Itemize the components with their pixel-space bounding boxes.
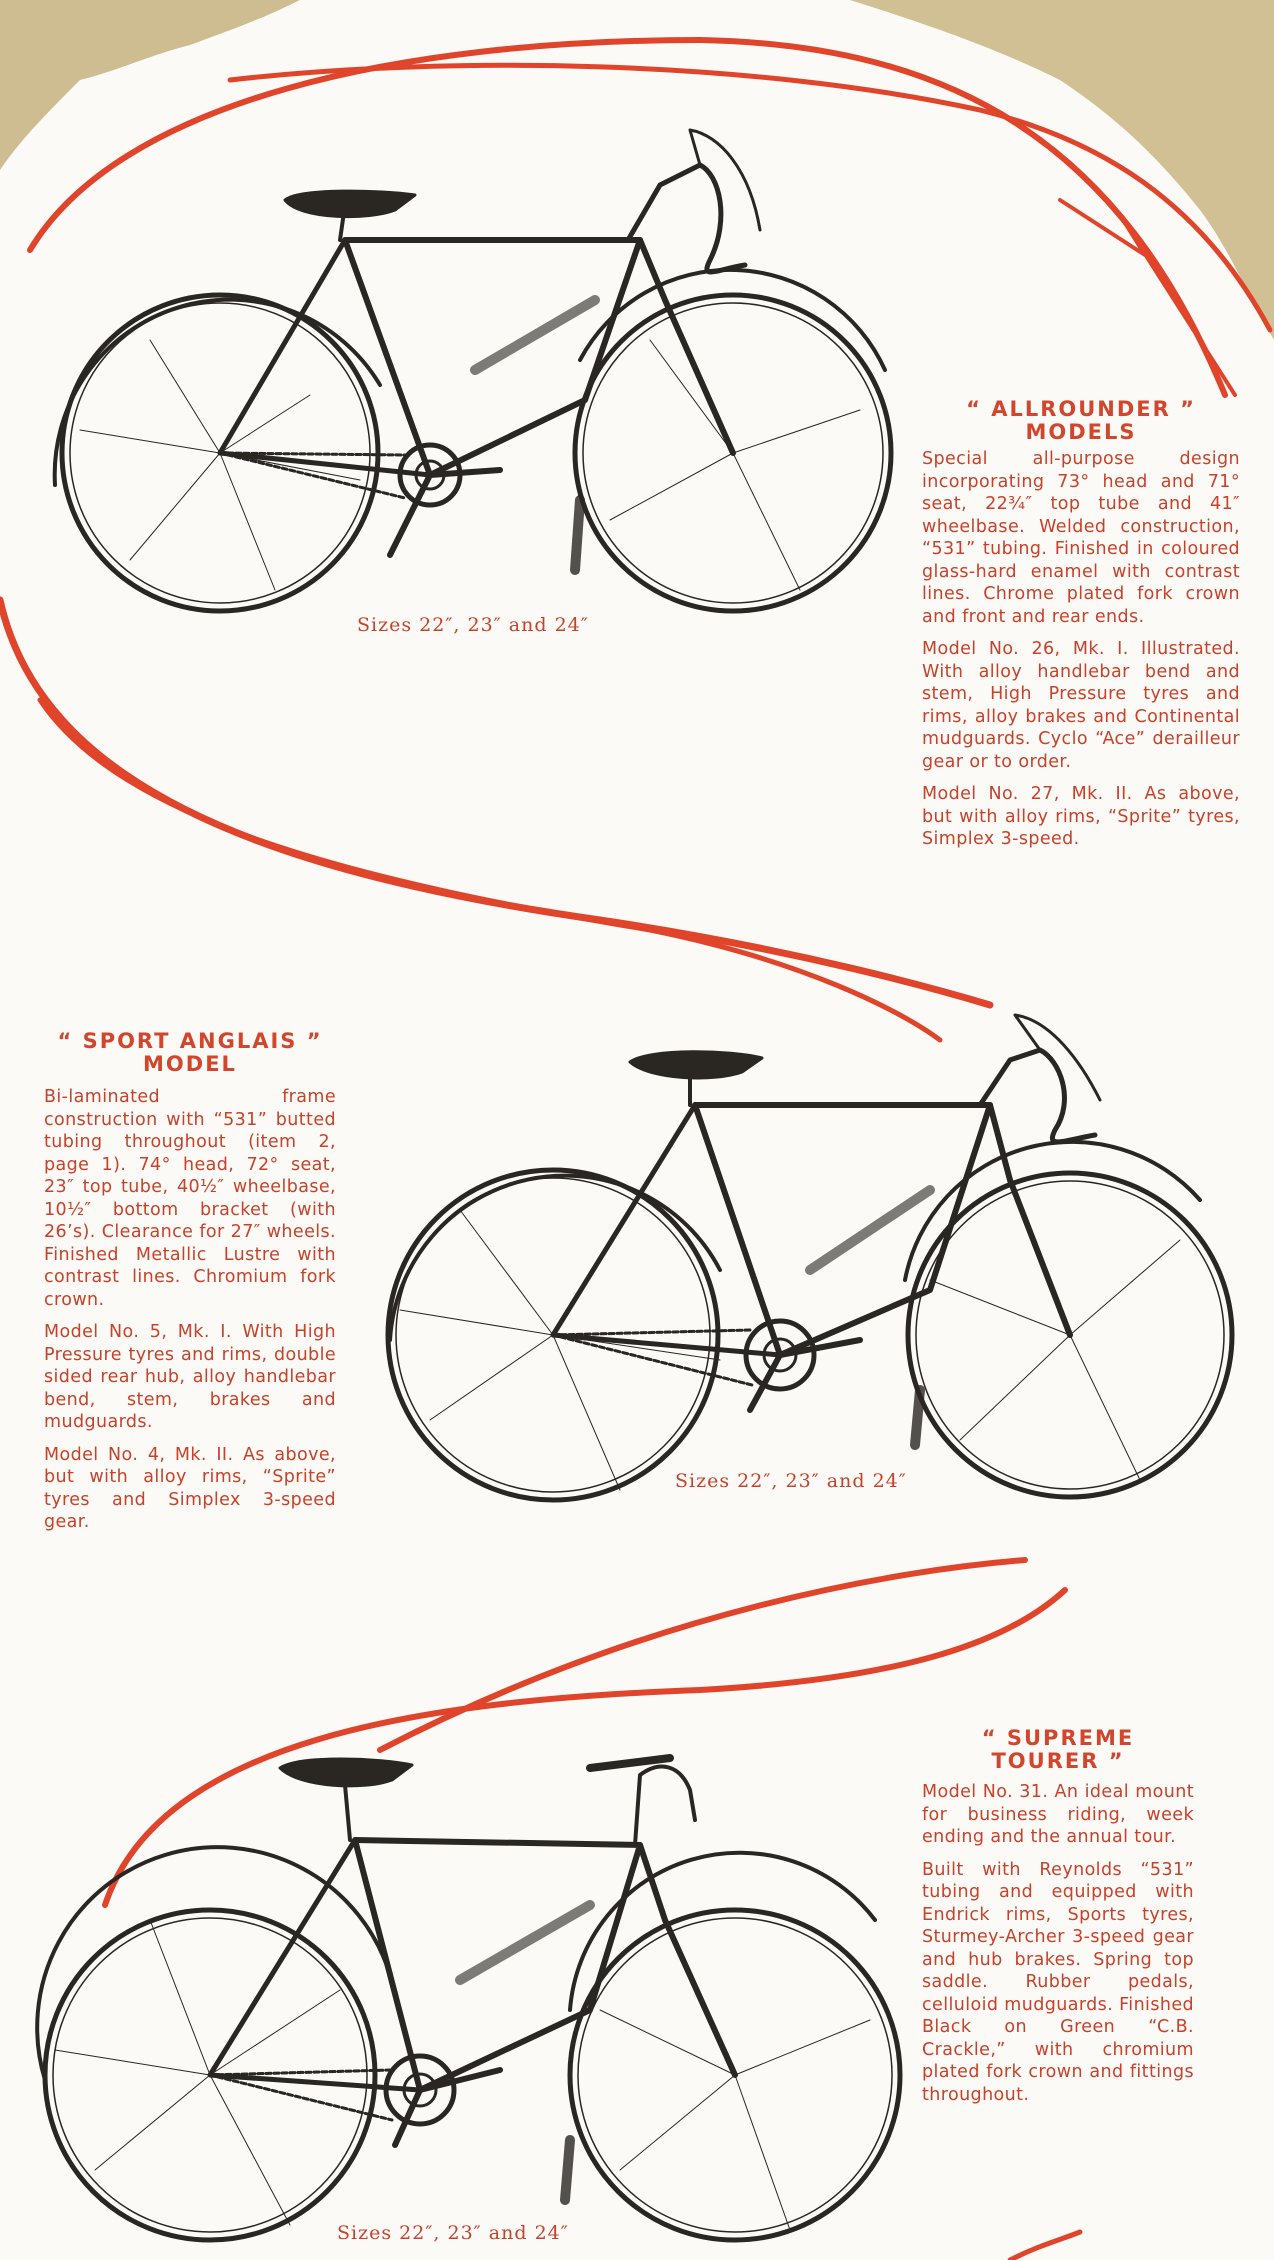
swoosh-middle-outer — [0, 600, 990, 1005]
bicycle-illustration-supreme-tourer — [37, 1758, 900, 2240]
swoosh-bottom-corner — [1010, 2232, 1080, 2260]
allrounder-section — [922, 398, 1240, 861]
supreme-tourer-specification: Built with Reynolds “531” tubing and equipped with Endrick rims, Sports tyres, Sturmey-Archer 3-speed gear and hub brakes. Spring top saddle. Rubber pedals, celluloid mudguards. Finished Black on Green “C.B. Crackle,” with chromium plated fork crown and fittings throughout. — [922, 1859, 1195, 2105]
sport-anglais-section — [44, 1030, 336, 1544]
allrounder-sizes: Sizes 22″, 23″ and 24″ — [357, 614, 589, 636]
bicycle-illustration-sport-anglais — [388, 1015, 1232, 1500]
sport-anglais-description: Bi-laminated frame construction with “531” butted tubing throughout (item 2, page 1). 74° head, 72° seat, 23″ top tube, 40½″ wheelbase, 10½″ bottom bracket (with 26’s). Clearance for 27″ wheels. Finished Metallic Lustre with contrast lines. Chromium fork crown. — [44, 1087, 336, 1310]
supreme-tourer-section — [922, 1727, 1194, 2116]
allrounder-description: Special all-purpose design incorporating 73° head and 71° seat, 22¾″ top tube and 41″ wheelbase. Welded construction, “531” tubing. Finished in coloured glass-hard enamel with contrast lines. Chrome plated fork crown and front and rear ends. — [922, 449, 1240, 627]
supreme-tourer-title-line2: TOURER ” — [991, 1749, 1125, 1773]
swoosh-middle-inner — [40, 700, 940, 1040]
sport-anglais-model-5: Model No. 5, Mk. I. With High Pressure tyres and rims, double sided rear hub, alloy handlebar bend, stem, brakes and mudguards. — [44, 1322, 336, 1432]
aged-edge-right — [850, 0, 1274, 340]
allrounder-model-26: Model No. 26, Mk. I. Illustrated. With alloy handlebar bend and stem, High Pressure tyres and rims, alloy brakes and Continental mudguards. Cyclo “Ace” derailleur gear or to order. — [922, 639, 1240, 772]
sport-anglais-title-line2: MODEL — [143, 1052, 237, 1076]
allrounder-title-line1: “ ALLROUNDER ” — [966, 397, 1196, 421]
sport-anglais-model-4: Model No. 4, Mk. II. As above, but with alloy rims, “Sprite” tyres and Simplex 3-speed gear. — [44, 1444, 336, 1532]
sport-anglais-sizes: Sizes 22″, 23″ and 24″ — [675, 1470, 907, 1492]
swoosh-top-tail — [1060, 200, 1235, 395]
allrounder-title-line2: MODELS — [1025, 420, 1137, 444]
swoosh-lower-outer — [105, 1590, 1065, 1905]
supreme-tourer-sizes: Sizes 22″, 23″ and 24″ — [337, 2222, 569, 2244]
bicycle-illustration-allrounder — [55, 130, 891, 611]
supreme-tourer-title-line1: “ SUPREME — [981, 1726, 1135, 1750]
allrounder-model-27: Model No. 27, Mk. II. As above, but with alloy rims, “Sprite” tyres, Simplex 3-speed. — [922, 784, 1240, 849]
swoosh-top-outer — [30, 40, 1225, 395]
supreme-tourer-model-31: Model No. 31. An ideal mount for business riding, week ending and the annual tour. — [922, 1782, 1194, 1847]
sport-anglais-title-line1: “ SPORT ANGLAIS ” — [57, 1029, 323, 1053]
